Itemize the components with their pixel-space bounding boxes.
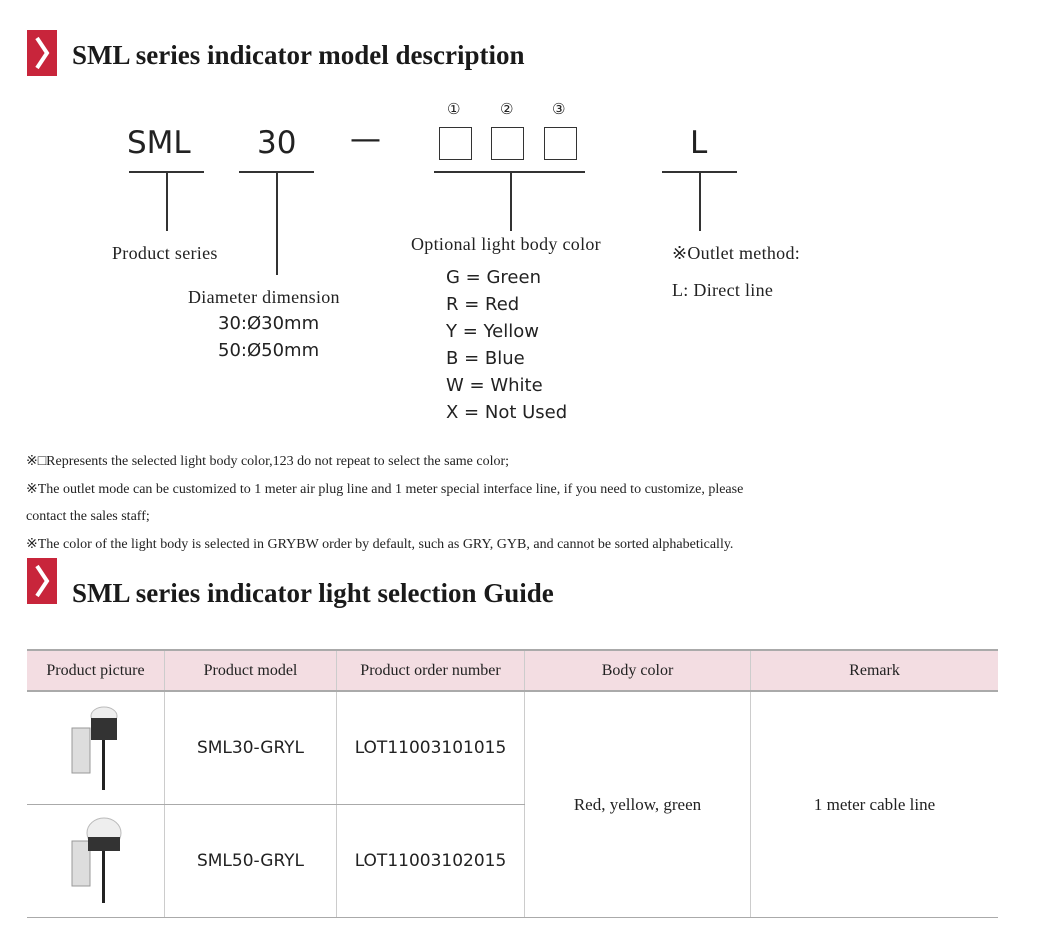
color-option: W = White — [446, 375, 543, 396]
divider — [166, 171, 168, 231]
diameter-option: 50:Ø50mm — [218, 340, 320, 361]
section-chevron-icon — [27, 30, 57, 76]
indicator-light-image — [66, 698, 126, 793]
product-model: SML30-GRYL — [165, 691, 337, 805]
product-model: SML50-GRYL — [165, 805, 337, 918]
code-outlet: L — [690, 125, 708, 161]
diameter-option: 30:Ø30mm — [218, 313, 320, 334]
color-box-2 — [491, 127, 524, 160]
color-label: Optional light body color — [411, 234, 601, 254]
order-number: LOT11003102015 — [337, 805, 525, 918]
body-color: Red, yellow, green — [525, 691, 751, 918]
color-option: B = Blue — [446, 348, 525, 369]
code-series: SML — [127, 125, 191, 161]
col-header: Product order number — [337, 650, 525, 691]
marker-2: ② — [500, 100, 514, 118]
color-box-1 — [439, 127, 472, 160]
product-image — [27, 691, 165, 805]
note: ※The outlet mode can be customized to 1 meter air plug line and 1 meter special interface line, if you need to customize, please — [26, 482, 744, 497]
indicator-light-image — [66, 811, 126, 906]
divider — [276, 171, 278, 275]
color-box-3 — [544, 127, 577, 160]
order-number: LOT11003101015 — [337, 691, 525, 805]
col-header: Body color — [525, 650, 751, 691]
divider — [699, 171, 701, 231]
selection-table — [27, 649, 998, 918]
marker-1: ① — [447, 100, 461, 118]
marker-3: ③ — [552, 100, 566, 118]
code-dash: — — [350, 121, 381, 157]
color-option: R = Red — [446, 294, 520, 315]
note: contact the sales staff; — [26, 509, 150, 524]
col-header: Product model — [165, 650, 337, 691]
color-option: G = Green — [446, 267, 541, 288]
diameter-label: Diameter dimension — [188, 287, 340, 307]
table-header-row — [27, 650, 998, 691]
note: ※□Represents the selected light body color,123 do not repeat to select the same color; — [26, 454, 510, 469]
outlet-label: ※Outlet method: — [672, 243, 801, 263]
outlet-option: L: Direct line — [672, 280, 774, 300]
note: ※The color of the light body is selected in GRYBW order by default, such as GRY, GYB, and cannot be sorted alphabetically. — [26, 537, 734, 552]
color-option: X = Not Used — [446, 402, 568, 423]
divider — [510, 171, 512, 231]
section-title-model-description: SML series indicator model description — [72, 40, 525, 70]
code-diameter: 30 — [257, 125, 297, 161]
table-row — [27, 691, 998, 805]
section-chevron-icon — [27, 558, 57, 604]
col-header: Remark — [751, 650, 999, 691]
section-title-selection-guide: SML series indicator light selection Guide — [72, 578, 554, 608]
remark: 1 meter cable line — [751, 691, 999, 918]
product-image — [27, 805, 165, 918]
product-series-label: Product series — [112, 243, 218, 263]
col-header: Product picture — [27, 650, 165, 691]
color-option: Y = Yellow — [446, 321, 539, 342]
